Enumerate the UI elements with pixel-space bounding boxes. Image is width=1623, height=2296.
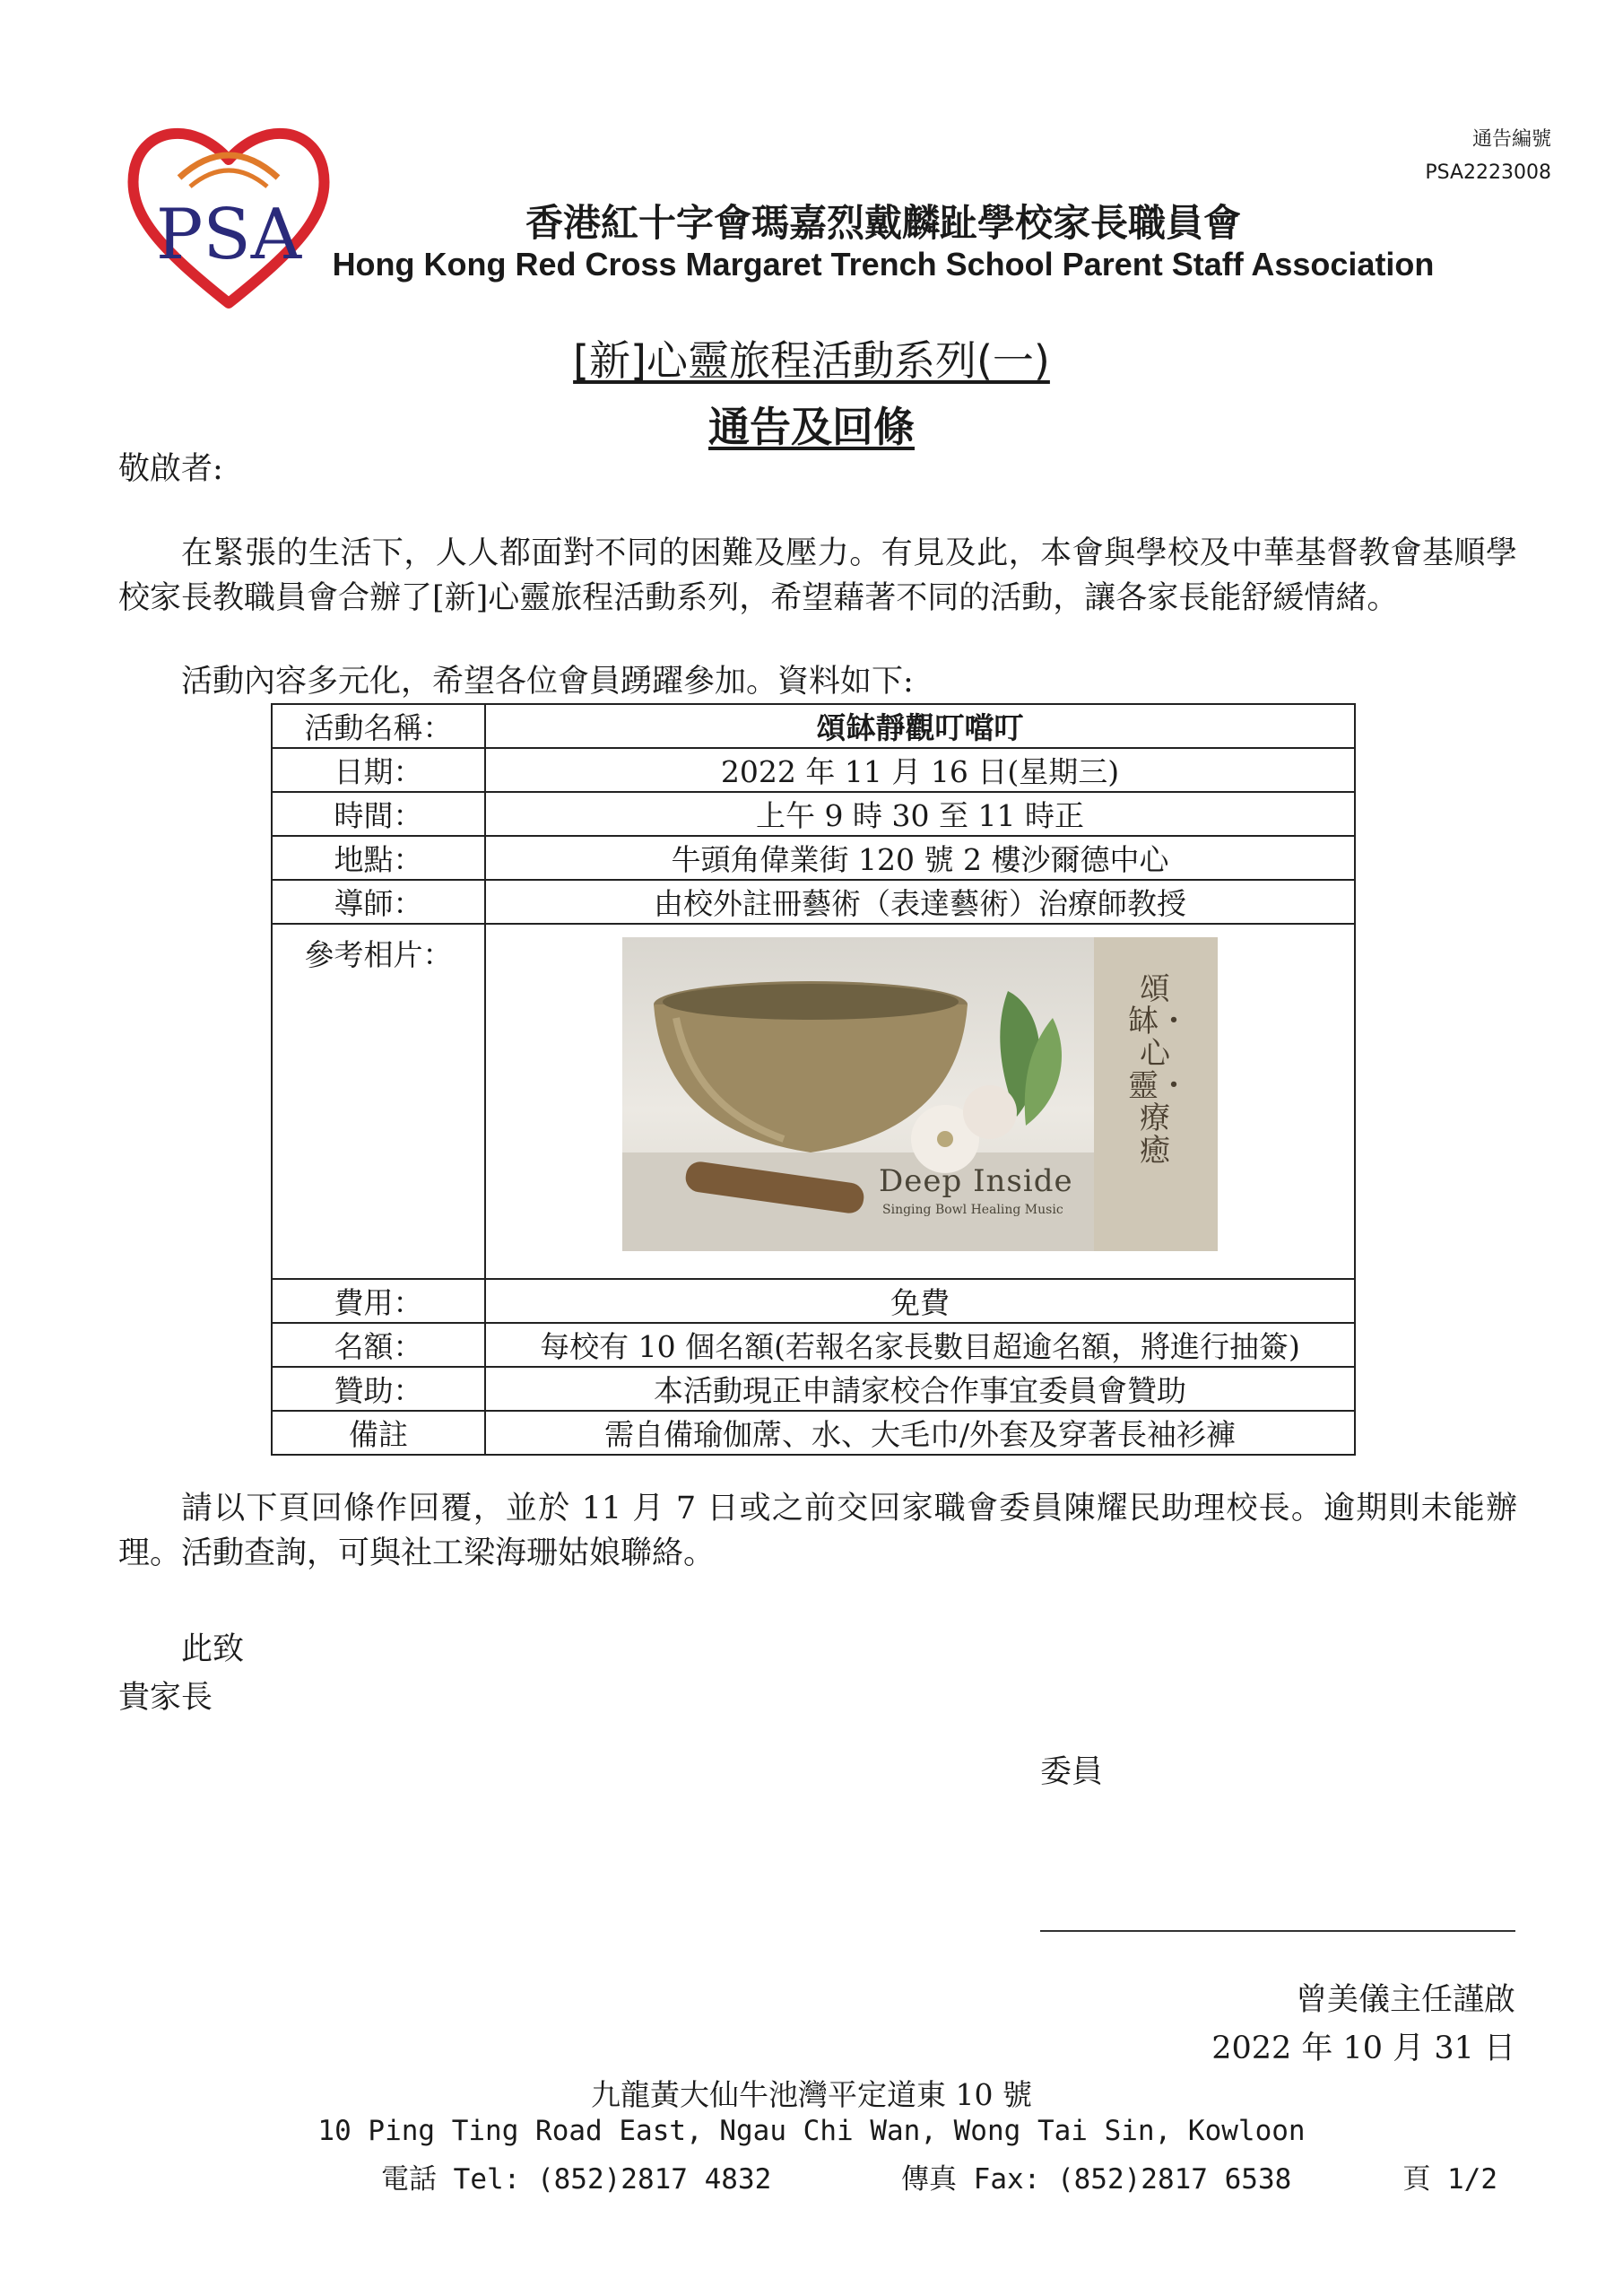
page-number: 頁 1/2 [1402,2163,1497,2196]
table-row [272,748,1355,792]
closing-recipient: 貴家長 [118,1680,213,1716]
row-label: 活動名稱： [272,704,485,748]
closing-to: 此致 [181,1631,245,1667]
document-title-text: [新]心靈旅程活動系列(一) [573,336,1050,385]
table-row [272,924,1355,1279]
table-row [272,1367,1355,1411]
table-row [272,792,1355,836]
date-value: 2022 年 11 月 16 日(星期三) [485,748,1355,792]
row-label: 費用： [272,1279,485,1323]
time-value: 上午 9 時 30 至 11 時正 [485,792,1355,836]
details-intro: 活動內容多元化，希望各位會員踴躍參加。資料如下: [181,664,914,700]
document-subtitle [0,395,1623,454]
table-row [272,1323,1355,1367]
row-label: 日期： [272,748,485,792]
fee-value: 免費 [485,1279,1355,1323]
fax: 傳真 Fax: (852)2817 6538 [901,2163,1292,2196]
row-label: 名額： [272,1323,485,1367]
document-title [0,328,1623,387]
address-zh: 九龍黃大仙牛池灣平定道東 10 號 [591,2077,1032,2112]
venue-value: 牛頭角偉業街 120 號 2 樓沙爾德中心 [485,836,1355,880]
notice-number: PSA2223008 [1425,161,1551,184]
row-label: 參考相片： [272,924,485,1279]
salutation: 敬啟者: [118,451,223,487]
intro-paragraph: 在緊張的生活下，人人都面對不同的困難及壓力。有見及此，本會與學校及中華基督教會基順學校家長教職員會合辦了[新]心靈旅程活動系列，希望藉著不同的活動，讓各家長能舒緩情緒。 [118,535,1517,616]
activity-name-value: 頌缽靜觀叮噹叮 [485,704,1355,748]
notice-number-label: 通告編號 [1471,128,1551,151]
reference-photo-cell [485,924,1355,1279]
document-subtitle-text: 通告及回條 [708,403,915,451]
address-en: 10 Ping Ting Road East, Ngau Chi Wan, Wong Tai Sin, Kowloon [317,2115,1306,2147]
photo-vertical-text: 頌缽・心靈・療癒 [1128,971,1189,1169]
org-name-zh: 香港紅十字會瑪嘉烈戴麟趾學校家長職員會 [525,201,1241,245]
activity-info-table [271,703,1356,1456]
photo-subtitle: Singing Bowl Healing Music [882,1203,1063,1217]
remarks-value: 需自備瑜伽蓆、水、大毛巾/外套及穿著長袖衫褲 [485,1411,1355,1455]
singing-bowl-photo [622,937,1218,1251]
signer-name: 曾美儀主任謹啟 [1295,1982,1515,2018]
row-label: 時間： [272,792,485,836]
row-label: 地點： [272,836,485,880]
committee-label: 委員 [1040,1754,1104,1790]
table-row [272,704,1355,748]
reply-paragraph: 請以下頁回條作回覆，並於 11 月 7 日或之前交回家職會委員陳耀民助理校長。逾期則未能辦理。活動查詢，可與社工梁海珊姑娘聯絡。 [118,1491,1517,1571]
logo-text: PSA [155,195,302,275]
telephone: 電話 Tel: (852)2817 4832 [381,2163,772,2196]
row-label: 導師： [272,880,485,924]
table-row [272,836,1355,880]
table-row [272,1279,1355,1323]
table-row [272,1411,1355,1455]
signature-line [1040,1930,1515,1932]
org-name-en: Hong Kong Red Cross Margaret Trench School Parent Staff Association [332,246,1435,283]
sponsor-value: 本活動現正申請家校合作事宜委員會贊助 [485,1367,1355,1411]
quota-value: 每校有 10 個名額(若報名家長數目超逾名額，將進行抽簽) [485,1323,1355,1367]
row-label: 備註 [272,1411,485,1455]
row-label: 贊助： [272,1367,485,1411]
table-row [272,880,1355,924]
instructor-value: 由校外註冊藝術（表達藝術）治療師教授 [485,880,1355,924]
document-date: 2022 年 10 月 31 日 [1211,2031,1515,2066]
photo-title: Deep Inside [879,1163,1073,1199]
